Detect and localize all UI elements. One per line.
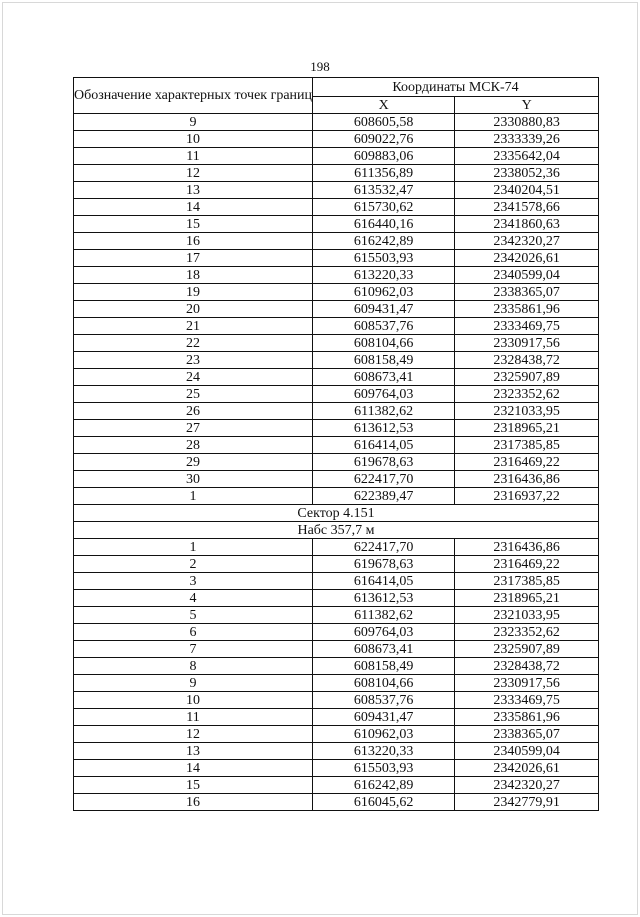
table-row: [74, 233, 599, 250]
table-row: [74, 556, 599, 573]
table-row: [74, 199, 599, 216]
point-cell: 30: [74, 471, 313, 488]
y-cell: 2338365,07: [455, 284, 599, 301]
x-cell: 609764,03: [313, 624, 455, 641]
table-row: [74, 624, 599, 641]
y-cell: 2342320,27: [455, 777, 599, 794]
table-row: [74, 658, 599, 675]
height-row: [74, 522, 599, 539]
x-cell: 613532,47: [313, 182, 455, 199]
point-cell: 16: [74, 233, 313, 250]
table-row: [74, 539, 599, 556]
x-cell: 613220,33: [313, 743, 455, 760]
y-cell: 2333339,26: [455, 131, 599, 148]
x-cell: 613612,53: [313, 590, 455, 607]
point-cell: 24: [74, 369, 313, 386]
point-cell: 9: [74, 114, 313, 131]
x-cell: 610962,03: [313, 726, 455, 743]
point-cell: 9: [74, 675, 313, 692]
coordinates-header: Координаты МСК-74: [313, 78, 599, 97]
point-cell: 2: [74, 556, 313, 573]
y-cell: 2318965,21: [455, 420, 599, 437]
table-row: [74, 454, 599, 471]
y-cell: 2338365,07: [455, 726, 599, 743]
y-cell: 2342320,27: [455, 233, 599, 250]
table-row: [74, 182, 599, 199]
y-column-header: Y: [455, 97, 599, 114]
table-row: [74, 250, 599, 267]
point-cell: 11: [74, 709, 313, 726]
point-cell: 10: [74, 131, 313, 148]
x-cell: 611382,62: [313, 607, 455, 624]
coordinates-table: [73, 77, 599, 811]
height-note: Набс 357,7 м: [74, 522, 599, 539]
point-cell: 28: [74, 437, 313, 454]
table-row: [74, 471, 599, 488]
x-cell: 616242,89: [313, 777, 455, 794]
table-row: [74, 131, 599, 148]
point-cell: 14: [74, 199, 313, 216]
x-cell: 609022,76: [313, 131, 455, 148]
y-cell: 2330917,56: [455, 335, 599, 352]
point-cell: 12: [74, 726, 313, 743]
table-row: [74, 165, 599, 182]
y-cell: 2340599,04: [455, 267, 599, 284]
y-cell: 2323352,62: [455, 624, 599, 641]
table-row: [74, 284, 599, 301]
x-cell: 610962,03: [313, 284, 455, 301]
x-cell: 608673,41: [313, 641, 455, 658]
table-row: [74, 709, 599, 726]
sector-title: Сектор 4.151: [74, 505, 599, 522]
y-cell: 2342026,61: [455, 760, 599, 777]
table-row: [74, 573, 599, 590]
point-cell: 15: [74, 777, 313, 794]
point-cell: 27: [74, 420, 313, 437]
table-row: [74, 607, 599, 624]
y-cell: 2321033,95: [455, 607, 599, 624]
y-cell: 2323352,62: [455, 386, 599, 403]
table-row: [74, 641, 599, 658]
y-cell: 2330917,56: [455, 675, 599, 692]
point-cell: 11: [74, 148, 313, 165]
y-cell: 2335642,04: [455, 148, 599, 165]
table-row: [74, 743, 599, 760]
y-cell: 2340204,51: [455, 182, 599, 199]
x-cell: 613612,53: [313, 420, 455, 437]
table-row: [74, 403, 599, 420]
point-cell: 25: [74, 386, 313, 403]
table-row: [74, 369, 599, 386]
x-cell: 616414,05: [313, 437, 455, 454]
x-cell: 611356,89: [313, 165, 455, 182]
point-cell: 21: [74, 318, 313, 335]
y-cell: 2328438,72: [455, 658, 599, 675]
x-cell: 622389,47: [313, 488, 455, 505]
x-cell: 608104,66: [313, 335, 455, 352]
point-cell: 4: [74, 590, 313, 607]
block2-rows: [74, 539, 599, 811]
table-row: [74, 437, 599, 454]
x-cell: 616045,62: [313, 794, 455, 811]
y-cell: 2316436,86: [455, 471, 599, 488]
y-cell: 2316937,22: [455, 488, 599, 505]
y-cell: 2341860,63: [455, 216, 599, 233]
x-cell: 608537,76: [313, 318, 455, 335]
point-cell: 1: [74, 539, 313, 556]
table-row: [74, 420, 599, 437]
point-cell: 5: [74, 607, 313, 624]
x-cell: 622417,70: [313, 471, 455, 488]
point-cell: 23: [74, 352, 313, 369]
x-cell: 613220,33: [313, 267, 455, 284]
x-cell: 609431,47: [313, 709, 455, 726]
point-cell: 14: [74, 760, 313, 777]
table-row: [74, 488, 599, 505]
sector-row: [74, 505, 599, 522]
x-cell: 611382,62: [313, 403, 455, 420]
point-cell: 10: [74, 692, 313, 709]
y-cell: 2318965,21: [455, 590, 599, 607]
x-cell: 608158,49: [313, 352, 455, 369]
table-row: [74, 114, 599, 131]
point-cell: 13: [74, 182, 313, 199]
table-row: [74, 267, 599, 284]
table-row: [74, 335, 599, 352]
point-cell: 26: [74, 403, 313, 420]
x-column-header: X: [313, 97, 455, 114]
table-row: [74, 148, 599, 165]
x-cell: 609883,06: [313, 148, 455, 165]
x-cell: 616414,05: [313, 573, 455, 590]
x-cell: 615730,62: [313, 199, 455, 216]
point-cell: 29: [74, 454, 313, 471]
y-cell: 2317385,85: [455, 437, 599, 454]
designation-header: Обозначение характерных точек границ: [74, 78, 313, 114]
point-cell: 1: [74, 488, 313, 505]
table-row: [74, 386, 599, 403]
table-row: [74, 590, 599, 607]
x-cell: 608104,66: [313, 675, 455, 692]
x-cell: 615503,93: [313, 250, 455, 267]
y-cell: 2316469,22: [455, 556, 599, 573]
point-cell: 13: [74, 743, 313, 760]
y-cell: 2342026,61: [455, 250, 599, 267]
y-cell: 2338052,36: [455, 165, 599, 182]
x-cell: 619678,63: [313, 454, 455, 471]
x-cell: 616440,16: [313, 216, 455, 233]
y-cell: 2316469,22: [455, 454, 599, 471]
x-cell: 615503,93: [313, 760, 455, 777]
point-cell: 6: [74, 624, 313, 641]
y-cell: 2321033,95: [455, 403, 599, 420]
table-row: [74, 760, 599, 777]
table-row: [74, 352, 599, 369]
point-cell: 7: [74, 641, 313, 658]
y-cell: 2325907,89: [455, 369, 599, 386]
table-row: [74, 692, 599, 709]
point-cell: 3: [74, 573, 313, 590]
point-cell: 12: [74, 165, 313, 182]
table-row: [74, 318, 599, 335]
y-cell: 2330880,83: [455, 114, 599, 131]
y-cell: 2316436,86: [455, 539, 599, 556]
y-cell: 2317385,85: [455, 573, 599, 590]
y-cell: 2333469,75: [455, 318, 599, 335]
point-cell: 20: [74, 301, 313, 318]
point-cell: 18: [74, 267, 313, 284]
y-cell: 2335861,96: [455, 301, 599, 318]
table-row: [74, 777, 599, 794]
table-row: [74, 726, 599, 743]
x-cell: 619678,63: [313, 556, 455, 573]
y-cell: 2325907,89: [455, 641, 599, 658]
y-cell: 2328438,72: [455, 352, 599, 369]
x-cell: 608158,49: [313, 658, 455, 675]
x-cell: 609431,47: [313, 301, 455, 318]
point-cell: 15: [74, 216, 313, 233]
point-cell: 22: [74, 335, 313, 352]
point-cell: 16: [74, 794, 313, 811]
y-cell: 2333469,75: [455, 692, 599, 709]
y-cell: 2341578,66: [455, 199, 599, 216]
point-cell: 17: [74, 250, 313, 267]
y-cell: 2342779,91: [455, 794, 599, 811]
x-cell: 608673,41: [313, 369, 455, 386]
table-row: [74, 675, 599, 692]
page-number: 198: [310, 59, 330, 74]
table-row: [74, 794, 599, 811]
x-cell: 608537,76: [313, 692, 455, 709]
point-cell: 8: [74, 658, 313, 675]
point-cell: 19: [74, 284, 313, 301]
y-cell: 2340599,04: [455, 743, 599, 760]
x-cell: 608605,58: [313, 114, 455, 131]
x-cell: 616242,89: [313, 233, 455, 250]
block1-rows: [74, 114, 599, 505]
x-cell: 622417,70: [313, 539, 455, 556]
y-cell: 2335861,96: [455, 709, 599, 726]
table-row: [74, 216, 599, 233]
x-cell: 609764,03: [313, 386, 455, 403]
table-row: [74, 301, 599, 318]
